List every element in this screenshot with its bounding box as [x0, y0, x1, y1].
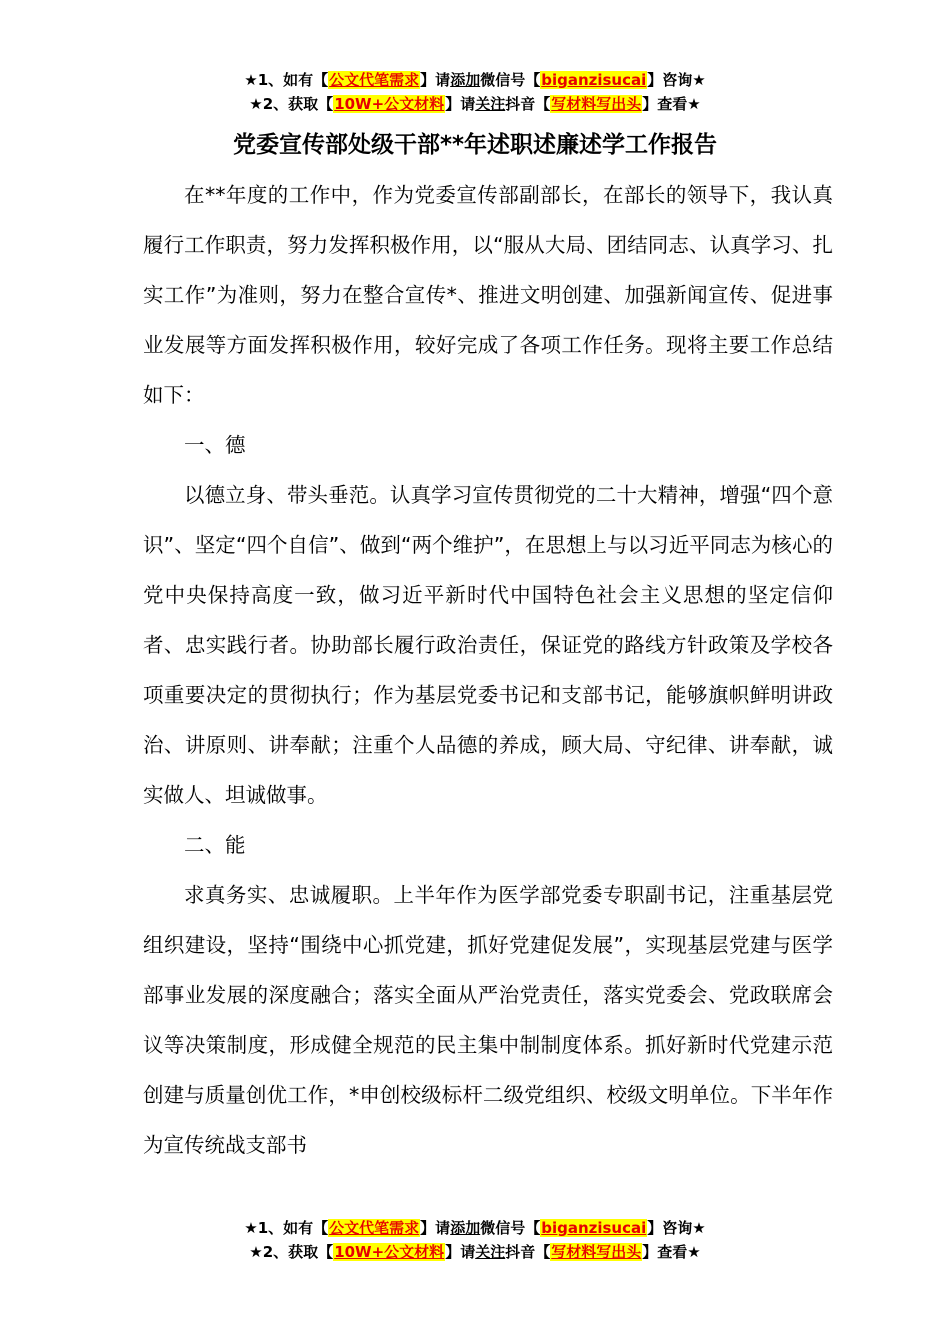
- banner-text: 抖音【: [505, 1243, 551, 1261]
- header-banner: [0, 68, 950, 116]
- paragraph-intro: 在**年度的工作中，作为党委宣传部副部长，在部长的领导下，我认真履行工作职责，努力发挥积极作用，以“服从大局、团结同志、认真学习、扎实工作”为准则，努力在整合宣传*、推进文明创建、加强新闻宣传、促进事业发展等方面发挥积极作用，较好完成了各项工作任务。现将主要工作总结如下：: [143, 183, 833, 407]
- paragraph-de: 以德立身、带头垂范。认真学习宣传贯彻党的二十大精神，增强“四个意识”、坚定“四个自信”、做到“两个维护”，在思想上与以习近平同志为核心的党中央保持高度一致，做习近平新时代中国特色社会主义思想的坚定信仰者、忠实践行者。协助部长履行政治责任，保证党的路线方针政策及学校各项重要决定的贯彻执行；作为基层党委书记和支部书记，能够旗帜鲜明讲政治、讲原则、讲奉献；注重个人品德的养成，顾大局、守纪律、讲奉献，诚实做人、坦诚做事。: [143, 483, 833, 807]
- banner-underlined-text: 添加: [450, 1219, 481, 1237]
- banner-line-2: [0, 1240, 950, 1264]
- banner-underlined-text: 添加: [450, 71, 481, 89]
- banner-text: 】咨询★: [647, 1219, 706, 1237]
- banner-text: 】查看★: [642, 1243, 701, 1261]
- banner-text: 】咨询★: [647, 71, 706, 89]
- banner-text: 抖音【: [505, 95, 551, 113]
- banner-text: 】查看★: [642, 95, 701, 113]
- banner-highlight: 写材料写出头: [551, 95, 642, 113]
- banner-highlight: 10W+公文材料: [334, 95, 445, 113]
- banner-highlight: 10W+公文材料: [334, 1243, 445, 1261]
- section-heading-neng: 二、能: [184, 833, 246, 857]
- banner-line-2: [0, 92, 950, 116]
- banner-text: ★2、获取【: [249, 95, 334, 113]
- paragraph-neng: 求真务实、忠诚履职。上半年作为医学部党委专职副书记，注重基层党组织建设，坚持“围绕中心抓党建，抓好党建促发展”，实现基层党建与医学部事业发展的深度融合；落实全面从严治党责任，落实党委会、党政联席会议等决策制度，形成健全规范的民主集中制制度体系。抓好新时代党建示范创建与质量创优工作，*申创校级标杆二级党组织、校级文明单位。下半年作为宣传统战支部书: [143, 883, 833, 1157]
- document-title: 党委宣传部处级干部**年述职述廉述学工作报告: [232, 132, 718, 158]
- banner-text: 】请: [420, 71, 451, 89]
- banner-line-1: [0, 1216, 950, 1240]
- footer-banner: [0, 1216, 950, 1264]
- document-body: [143, 170, 833, 1170]
- banner-line-1: [0, 68, 950, 92]
- banner-highlight: 公文代笔需求: [329, 71, 420, 89]
- banner-text: 微信号【: [480, 71, 541, 89]
- banner-highlight: 写材料写出头: [551, 1243, 642, 1261]
- banner-highlight: biganzisucai: [541, 1219, 647, 1237]
- banner-underlined-text: 关注: [475, 95, 506, 113]
- banner-highlight: 公文代笔需求: [329, 1219, 420, 1237]
- banner-text: ★1、如有【: [244, 1219, 329, 1237]
- section-heading-de: 一、德: [184, 433, 246, 457]
- banner-text: 】请: [445, 95, 476, 113]
- banner-text: 微信号【: [480, 1219, 541, 1237]
- banner-text: ★1、如有【: [244, 71, 329, 89]
- banner-underlined-text: 关注: [475, 1243, 506, 1261]
- banner-highlight: biganzisucai: [541, 71, 647, 89]
- banner-text: 】请: [420, 1219, 451, 1237]
- banner-text: ★2、获取【: [249, 1243, 334, 1261]
- banner-text: 】请: [445, 1243, 476, 1261]
